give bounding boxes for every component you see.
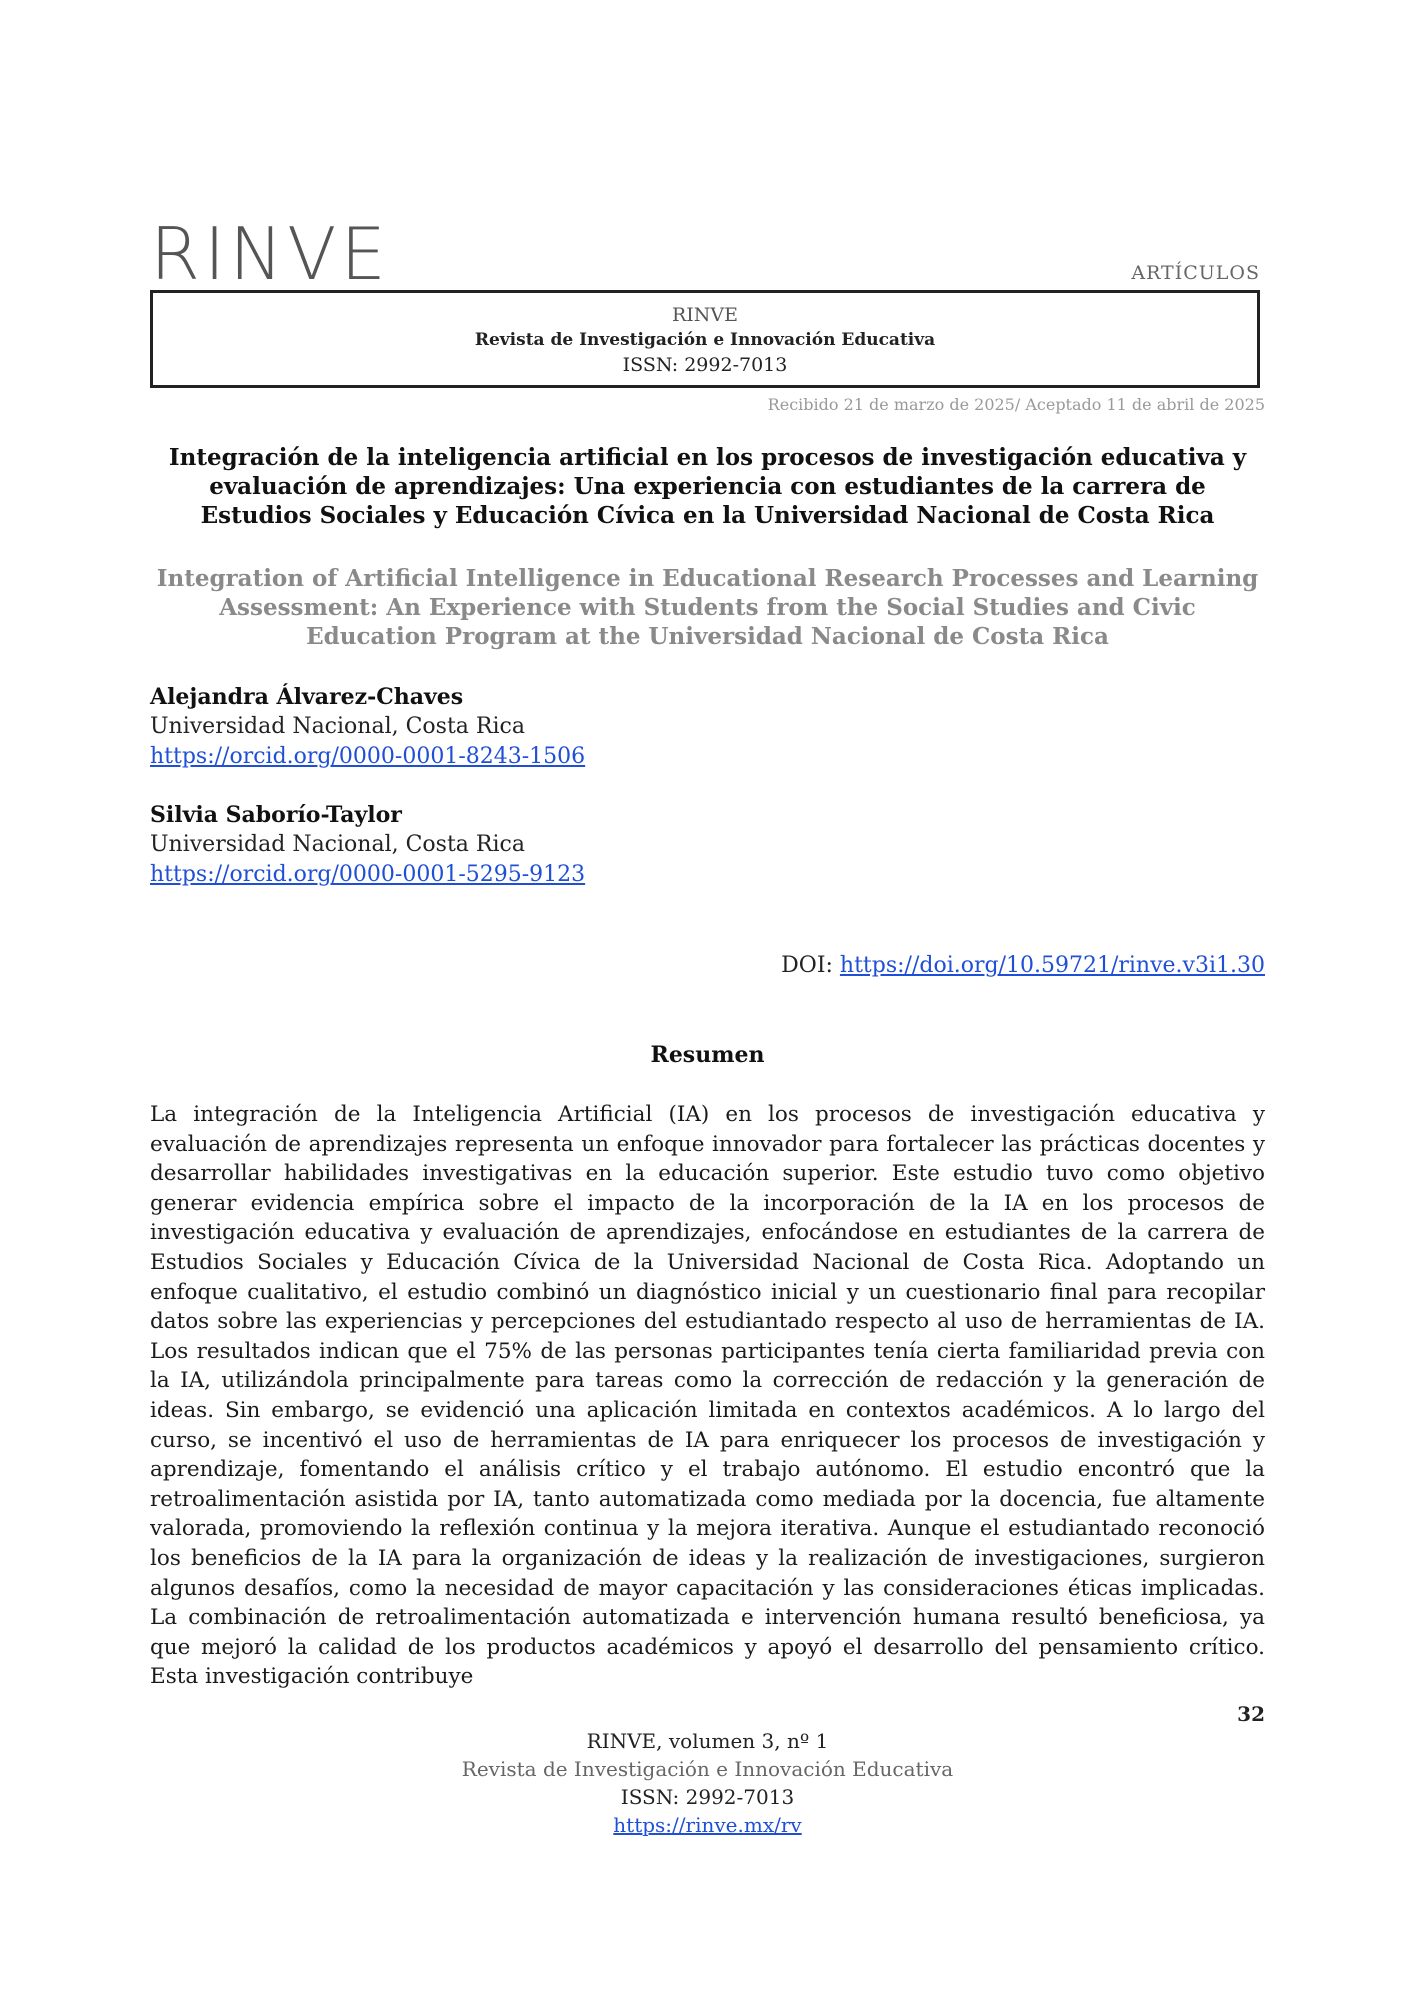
abstract-heading: Resumen (650, 1042, 765, 1068)
footer-issn: ISSN: 2992-7013 (620, 1785, 795, 1809)
author-orcid-link[interactable]: https://orcid.org/0000-0001-5295-9123 (150, 862, 586, 887)
article-title-spanish: Integración de la inteligencia artificial en los procesos de investigación educativa y evaluación de aprendizajes: Una experiencia con estudiantes de la carrera de Estudios Sociales y Educación Cívica en la Universidad Nacional de Costa Rica (168, 444, 1247, 529)
journal-header-box (150, 290, 1260, 388)
doi-label: DOI: (781, 953, 833, 978)
received-accepted-dates: Recibido 21 de marzo de 2025/ Aceptado 11 de abril de 2025 (767, 395, 1265, 414)
article-title-english: Integration of Artificial Intelligence in Educational Research Processes and Learning Assessment: An Experience with Students from the Social Studies and Civic Education Program at the Universidad Nacional de Costa Rica (156, 565, 1259, 650)
doi-line (600, 953, 1265, 978)
page-footer (350, 1727, 1065, 1839)
author-orcid-link[interactable]: https://orcid.org/0000-0001-8243-1506 (150, 744, 586, 769)
journal-full-name: Revista de Investigación e Innovación Educativa (474, 330, 936, 350)
journal-issn: ISSN: 2992-7013 (622, 354, 788, 376)
abstract-text: La integración de la Inteligencia Artificial (IA) en los procesos de investigación educativa y evaluación de aprendizajes representa un enfoque innovador para fortalecer las prácticas docentes y desarrollar habilidades investigativas en la educación superior. Este estudio tuvo como objetivo generar evidencia empírica sobre el impacto de la incorporación de la IA en los procesos de investigación educativa y evaluación de aprendizajes, enfocándose en estudiantes de la carrera de Estudios Sociales y Educación Cívica de la Universidad Nacional de Costa Rica. Adoptando un enfoque cualitativo, el estudio combinó un diagnóstico inicial y un cuestionario final para recopilar datos sobre las experiencias y percepciones del estudiantado respecto al uso de herramientas de IA. Los resultados indican que el 75% de las personas participantes tenía cierta familiaridad previa con la IA, utilizándola principalmente para tareas como la corrección de redacción y la generación de ideas. Sin embargo, se evidenció una aplicación limitada en contextos académicos. A lo largo del curso, se incentivó el uso de herramientas de IA para enriquecer los procesos de investigación y aprendizaje, fomentando el análisis crítico y el trabajo autónomo. El estudio encontró que la retroalimentación asistida por IA, tanto automatizada como mediada por la docencia, fue altamente valorada, promoviendo la reflexión continua y la mejora iterativa. Aunque el estudiantado reconoció los beneficios de la IA para la organización de ideas y la realización de investigaciones, surgieron algunos desafíos, como la necesidad de mayor capacitación y las consideraciones éticas implicadas. La combinación de retroalimentación automatizada e intervención humana resultó beneficiosa, ya que mejoró la calidad de los productos académicos y apoyó el desarrollo del pensamiento crítico. Esta investigación contribuye (150, 1102, 1265, 1690)
doi-link[interactable]: https://doi.org/10.59721/rinve.v3i1.30 (839, 953, 1265, 978)
footer-volume: RINVE, volumen 3, nº 1 (586, 1729, 829, 1753)
author-affiliation: Universidad Nacional, Costa Rica (150, 714, 525, 739)
footer-journal-name: Revista de Investigación e Innovación Educativa (461, 1757, 954, 1781)
section-label: ARTÍCULOS (1131, 262, 1260, 284)
page-number: 32 (1237, 1702, 1265, 1726)
author-affiliation: Universidad Nacional, Costa Rica (150, 832, 525, 857)
author-block (150, 801, 950, 890)
author-name: Silvia Saborío-Taylor (150, 802, 402, 828)
footer-website-link[interactable]: https://rinve.mx/rv (613, 1813, 802, 1837)
journal-name: RINVE (671, 304, 739, 326)
journal-logo: RINVE (150, 212, 390, 296)
author-name: Alejandra Álvarez-Chaves (150, 684, 464, 710)
author-block (150, 683, 950, 772)
